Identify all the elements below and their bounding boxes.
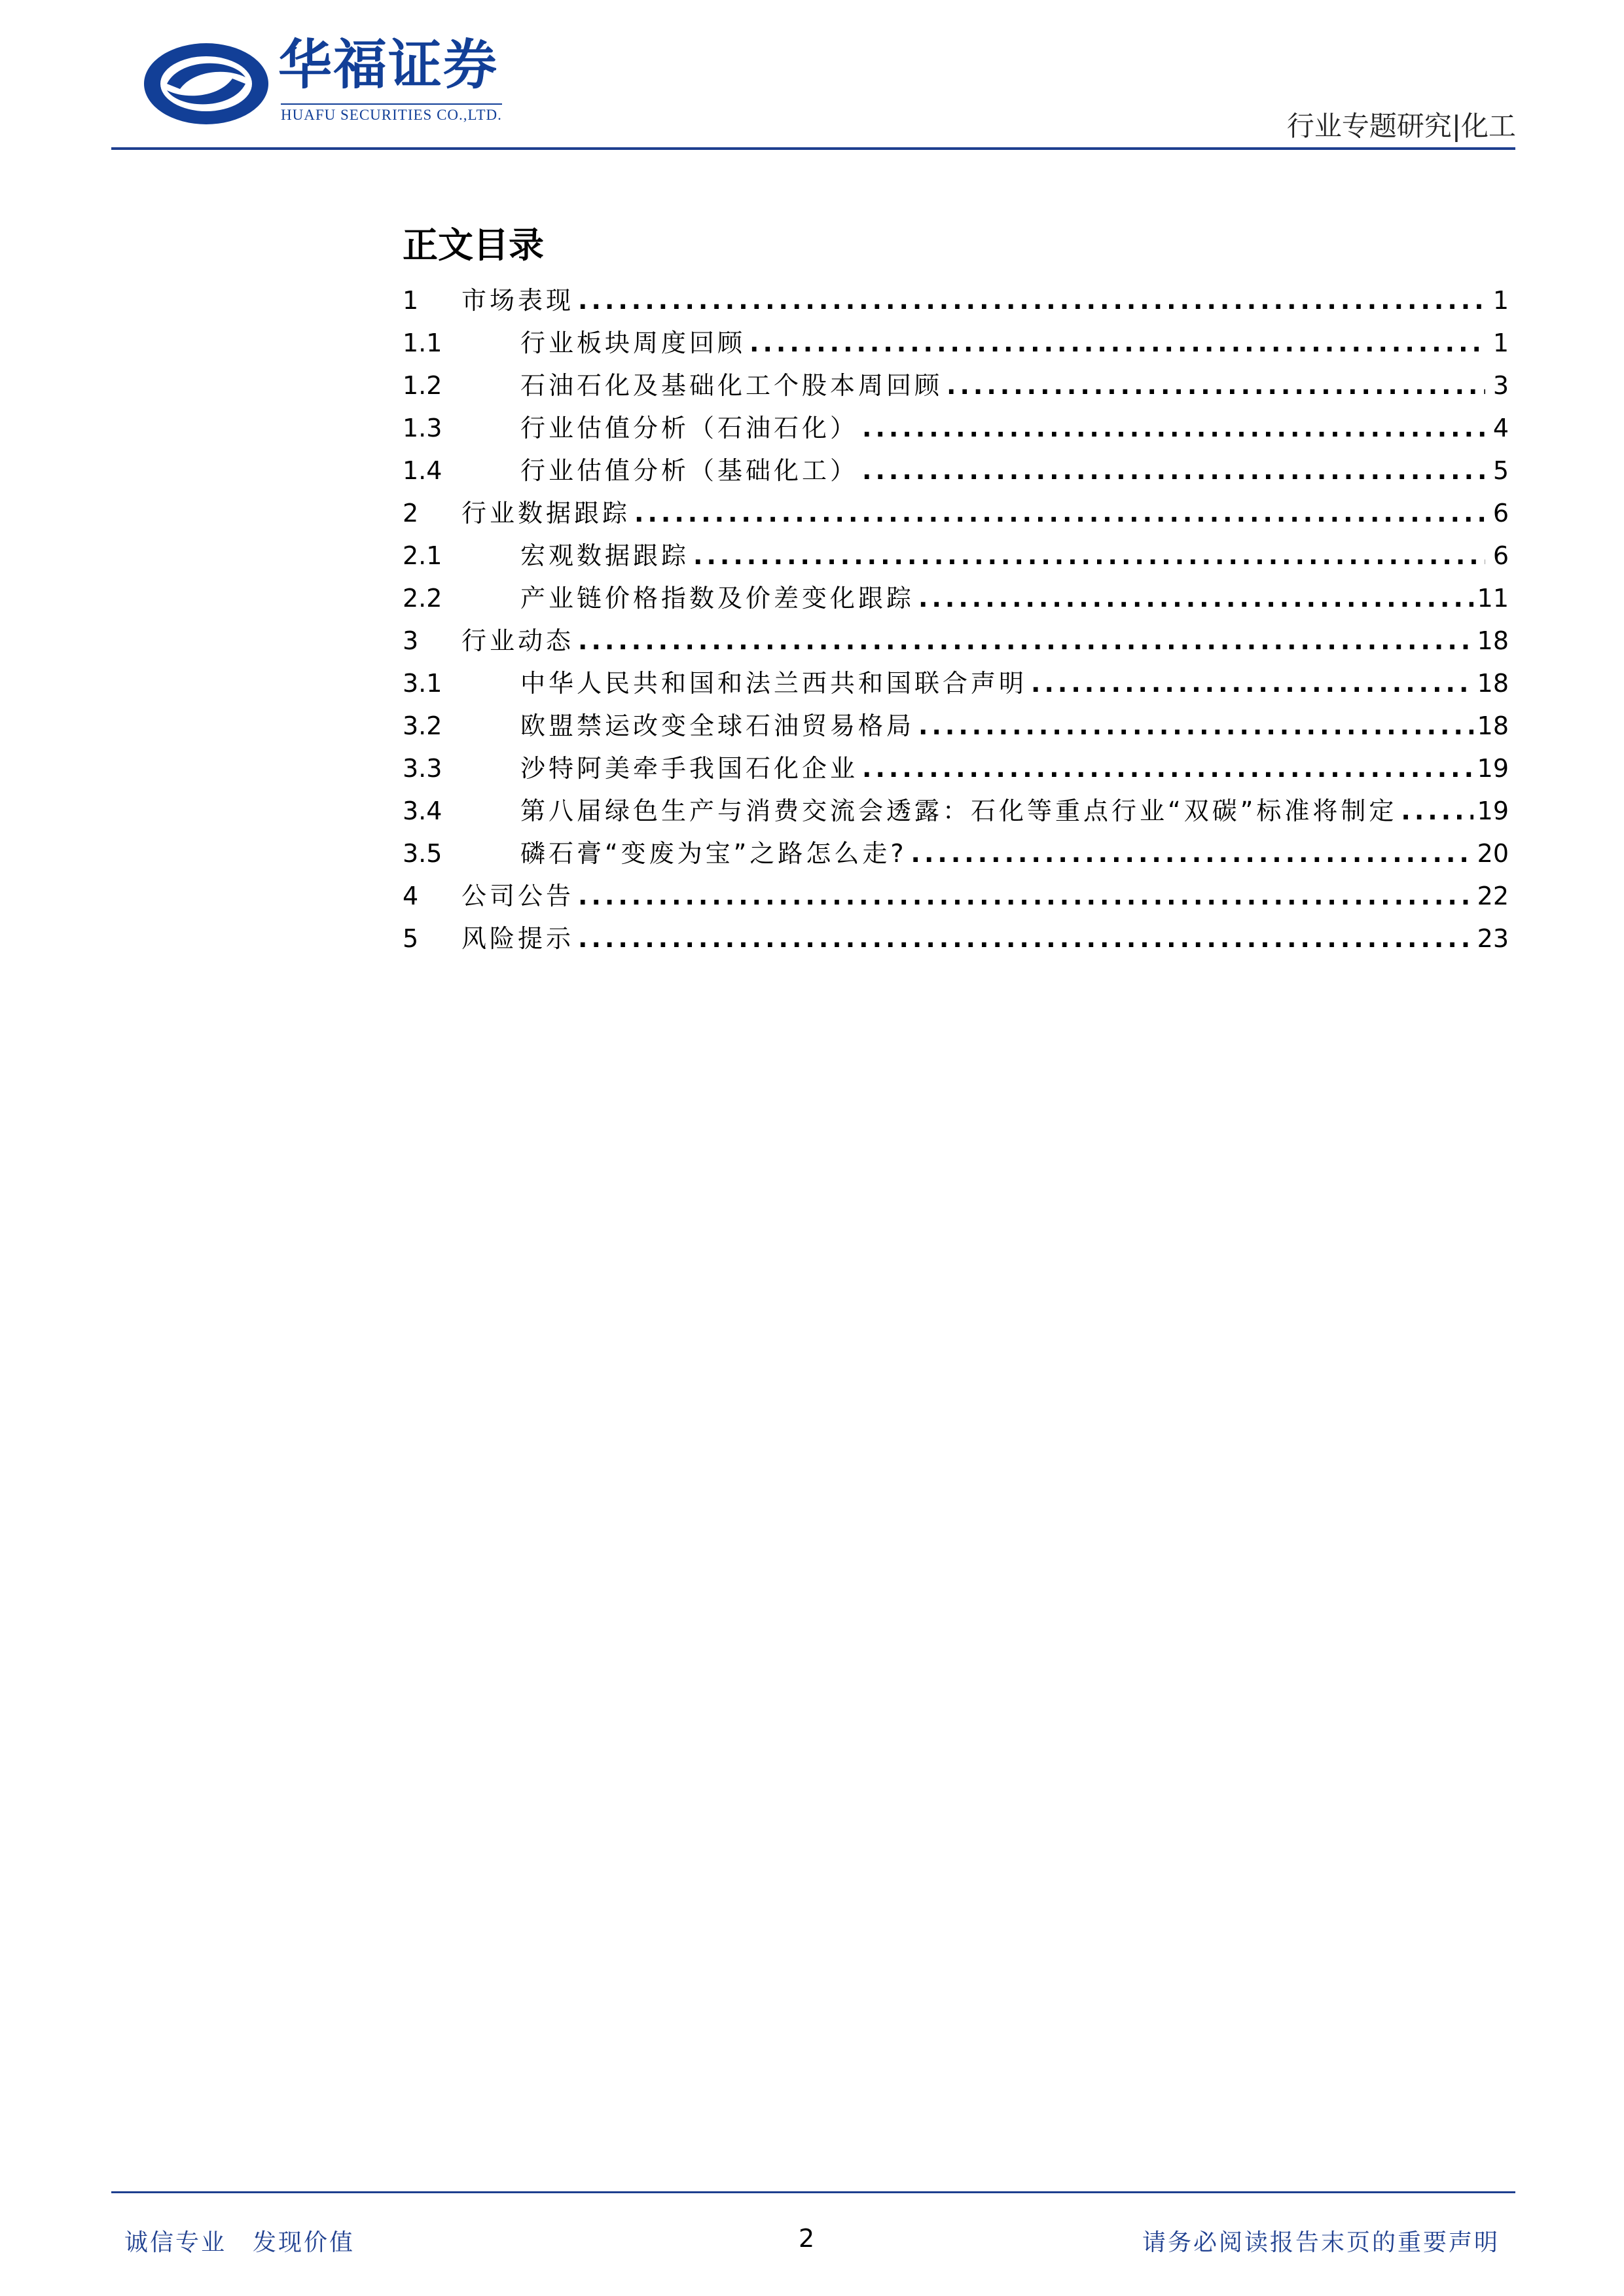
toc-entry-title: 行业动态 (461, 626, 575, 655)
toc-leader-dots (862, 414, 1485, 442)
toc-entry[interactable] (403, 748, 1509, 791)
toc-entry[interactable] (403, 706, 1509, 748)
brand-name-en: HUAFU SECURITIES CO.,LTD. (281, 103, 502, 124)
toc-entry-title: 宏观数据跟踪 (520, 541, 690, 570)
toc-entry[interactable] (403, 535, 1509, 578)
toc-leader-dots (578, 626, 1473, 655)
toc-entry-title: 产业链价格指数及价差变化跟踪 (520, 584, 915, 613)
toc-heading: 正文目录 (403, 224, 544, 266)
toc-entry[interactable] (403, 450, 1509, 493)
toc-entry-title: 石油石化及基础化工个股本周回顾 (520, 371, 943, 400)
toc-entry-page: 1 (1492, 286, 1509, 315)
toc-entry-number: 2 (403, 499, 419, 528)
toc-entry[interactable] (403, 408, 1509, 450)
toc-entry-title: 行业数据跟踪 (461, 499, 631, 528)
toc-entry-number: 1.4 (403, 456, 442, 485)
toc-entry[interactable] (403, 280, 1509, 323)
footer-slogan-2: 发现价值 (253, 2229, 355, 2256)
toc-leader-dots (862, 754, 1473, 783)
toc-entry[interactable] (403, 833, 1509, 876)
toc-leader-dots (918, 584, 1473, 613)
toc-entry-page: 19 (1477, 797, 1509, 825)
toc-entry-title: 欧盟禁运改变全球石油贸易格局 (520, 711, 915, 740)
toc-entry-number: 3 (403, 626, 419, 655)
toc-entry-number: 3.5 (403, 839, 442, 868)
toc-entry-number: 1.2 (403, 371, 442, 400)
toc-entry-number: 1.1 (403, 329, 442, 357)
toc-entry-number: 2.2 (403, 584, 442, 613)
toc-entry-page: 18 (1477, 711, 1509, 740)
toc-entry-title: 第八届绿色生产与消费交流会透露：石化等重点行业“双碳”标准将制定 (520, 797, 1398, 825)
toc-entry[interactable] (403, 578, 1509, 620)
toc-entry-number: 3.4 (403, 797, 442, 825)
toc-leader-dots (693, 541, 1485, 570)
toc-entry-number: 1 (403, 286, 419, 315)
toc-entry[interactable] (403, 493, 1509, 535)
toc-entry-page: 5 (1492, 456, 1509, 485)
toc-leader-dots (578, 882, 1473, 910)
toc-entry-page: 4 (1492, 414, 1509, 442)
footer-divider (111, 2191, 1515, 2193)
toc-entry-number: 3.3 (403, 754, 442, 783)
table-of-contents (403, 280, 1509, 961)
toc-entry-page: 18 (1477, 669, 1509, 698)
toc-entry-number: 5 (403, 924, 419, 953)
footer-disclaimer: 请务必阅读报告末页的重要声明 (1142, 2229, 1500, 2256)
company-logo (141, 33, 547, 130)
toc-entry[interactable] (403, 620, 1509, 663)
toc-entry-title: 风险提示 (461, 924, 575, 953)
toc-entry-number: 1.3 (403, 414, 442, 442)
toc-entry-page: 6 (1492, 541, 1509, 570)
toc-entry-title: 行业估值分析（基础化工） (520, 456, 859, 485)
toc-leader-dots (634, 499, 1485, 528)
toc-entry[interactable] (403, 323, 1509, 365)
toc-entry-page: 1 (1492, 329, 1509, 357)
brand-name-cn: 华福证券 (278, 33, 499, 96)
toc-entry-number: 3.1 (403, 669, 442, 698)
toc-entry-number: 2.1 (403, 541, 442, 570)
toc-entry[interactable] (403, 663, 1509, 706)
page-header (0, 0, 1624, 157)
toc-entry-page: 19 (1477, 754, 1509, 783)
toc-entry[interactable] (403, 791, 1509, 833)
toc-leader-dots (862, 456, 1485, 485)
toc-entry-page: 20 (1477, 839, 1509, 868)
toc-leader-dots (911, 839, 1473, 868)
toc-entry-title: 沙特阿美牵手我国石化企业 (520, 754, 859, 783)
toc-entry-number: 4 (403, 882, 419, 910)
huafu-logo-icon (141, 38, 272, 130)
toc-entry-title: 行业板块周度回顾 (520, 329, 746, 357)
toc-leader-dots (1031, 669, 1473, 698)
toc-entry-title: 市场表现 (461, 286, 575, 315)
header-divider (111, 147, 1515, 150)
toc-entry-page: 3 (1492, 371, 1509, 400)
toc-leader-dots (918, 711, 1473, 740)
toc-entry-title: 行业估值分析（石油石化） (520, 414, 859, 442)
toc-leader-dots (947, 371, 1485, 400)
toc-leader-dots (578, 924, 1473, 953)
footer-slogan (124, 2224, 355, 2257)
toc-leader-dots (578, 286, 1485, 315)
toc-leader-dots (749, 329, 1485, 357)
toc-entry-page: 22 (1477, 882, 1509, 910)
page-number: 2 (799, 2224, 815, 2253)
toc-entry[interactable] (403, 365, 1509, 408)
toc-entry-page: 6 (1492, 499, 1509, 528)
toc-entry-number: 3.2 (403, 711, 442, 740)
toc-entry-page: 11 (1477, 584, 1509, 613)
toc-entry-title: 公司公告 (461, 882, 575, 910)
report-type-label: 行业专题研究|化工 (1286, 110, 1516, 142)
toc-entry[interactable] (403, 918, 1509, 961)
toc-leader-dots (1401, 797, 1473, 825)
toc-entry-page: 18 (1477, 626, 1509, 655)
footer-slogan-1: 诚信专业 (124, 2229, 227, 2256)
toc-entry-title: 中华人民共和国和法兰西共和国联合声明 (520, 669, 1028, 698)
toc-entry-title: 磷石膏“变废为宝”之路怎么走? (520, 839, 907, 868)
toc-entry[interactable] (403, 876, 1509, 918)
toc-entry-page: 23 (1477, 924, 1509, 953)
